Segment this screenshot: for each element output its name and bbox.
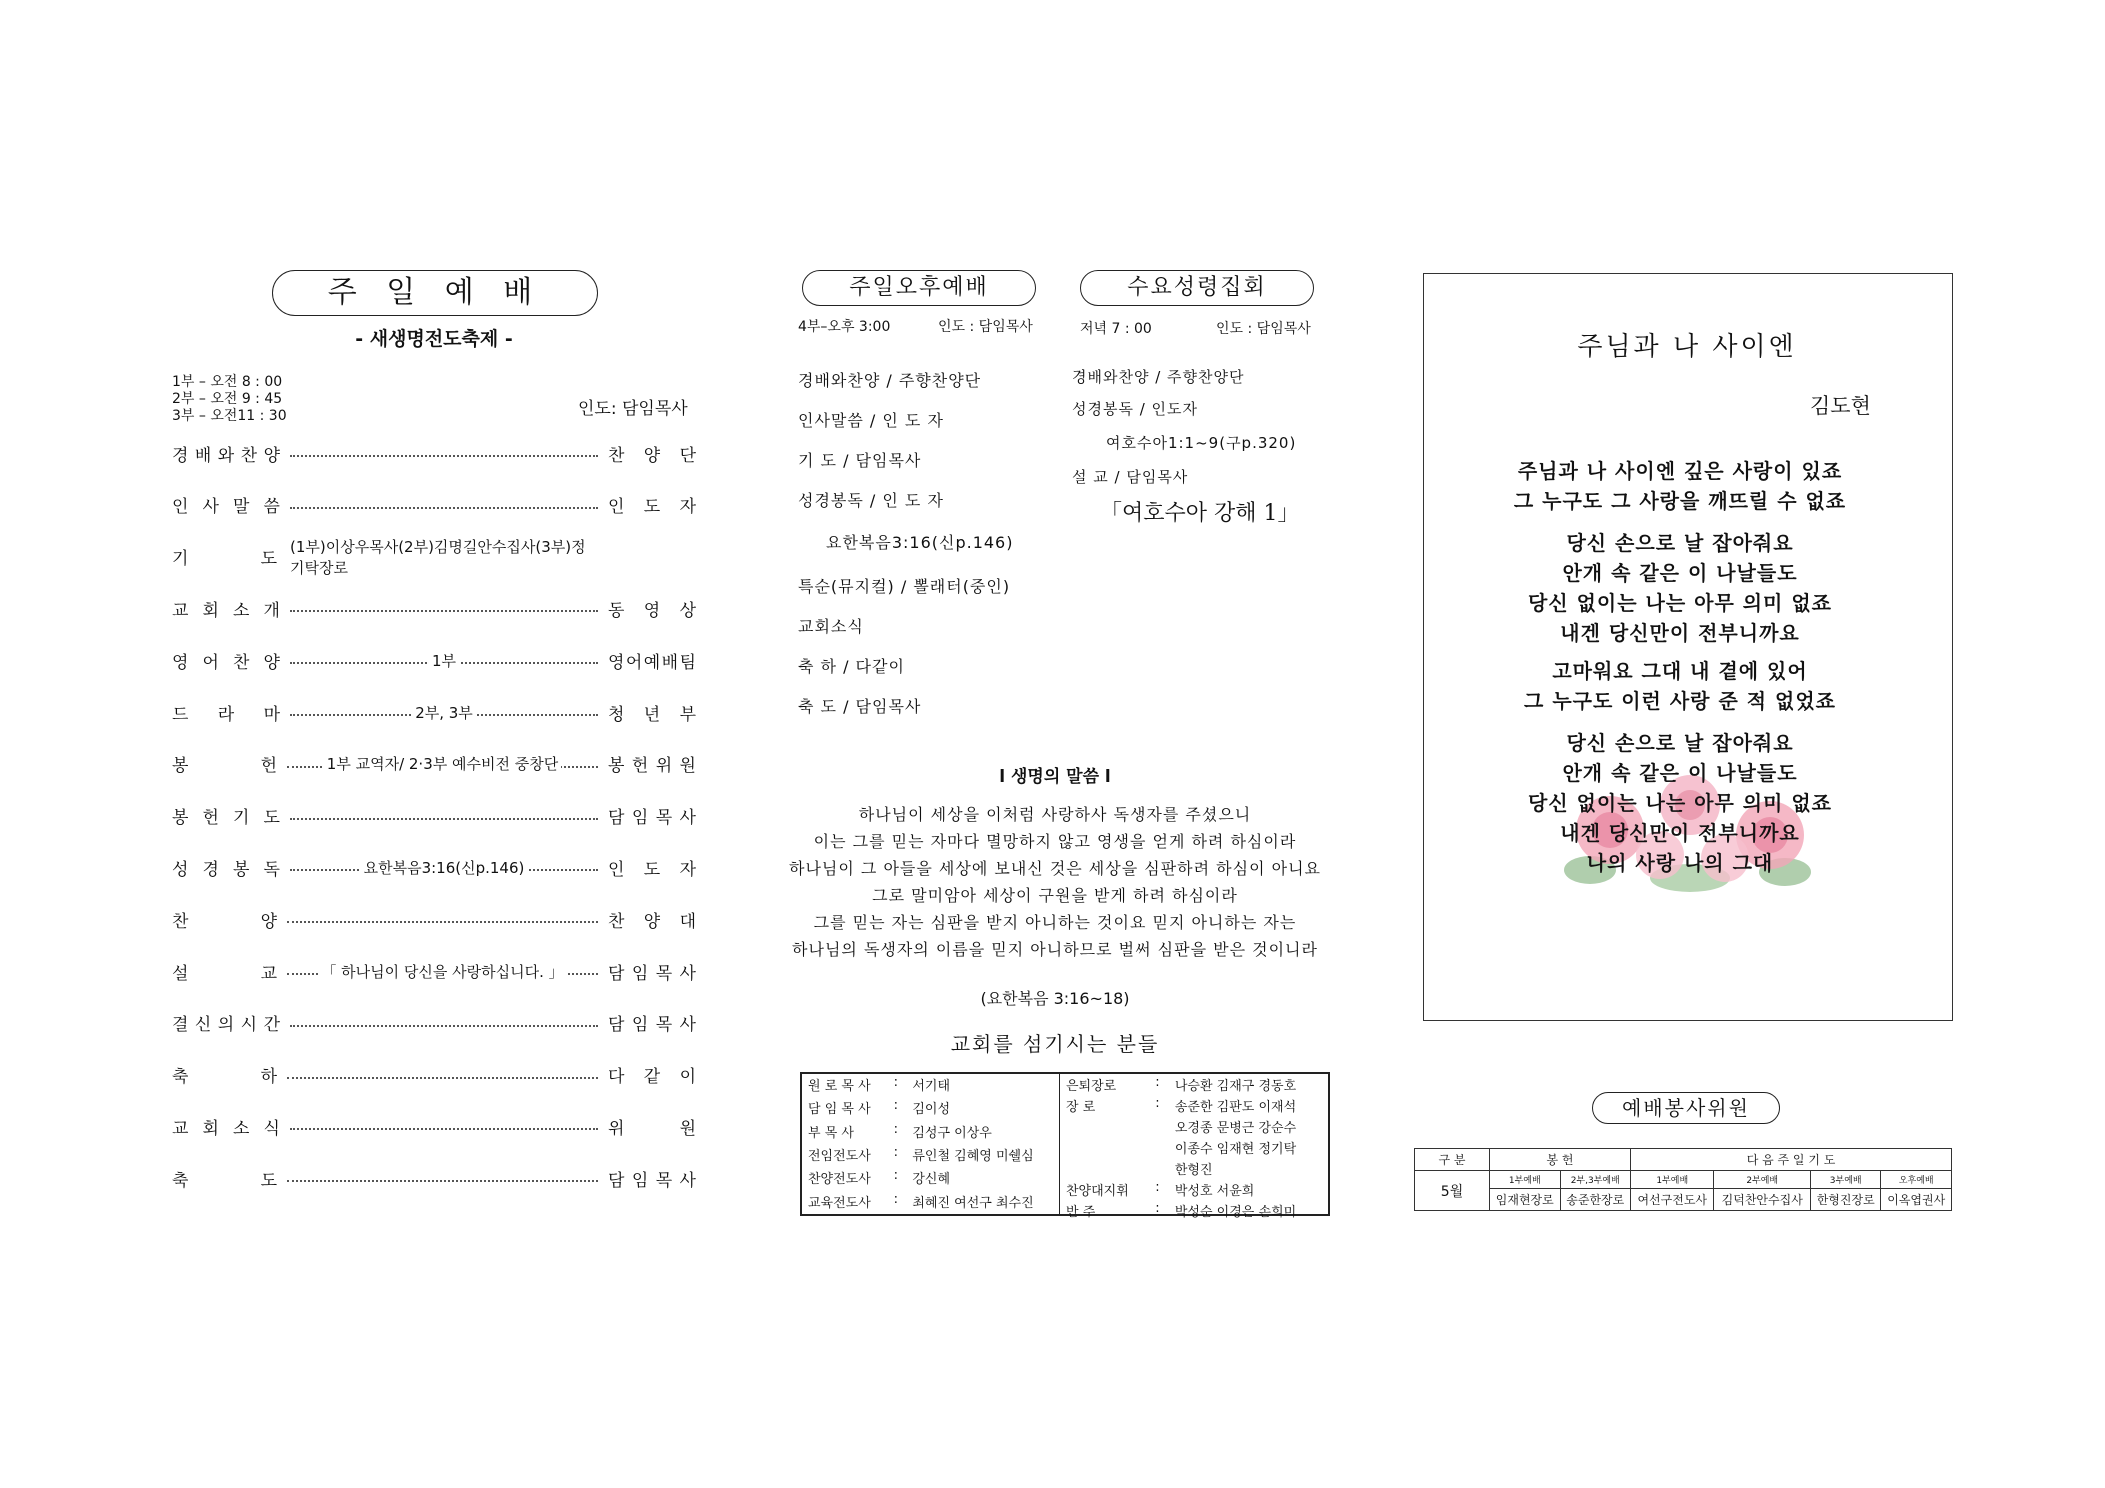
staff-names: 박성호 서윤희 xyxy=(1174,1184,1255,1199)
leader-dots xyxy=(287,1065,598,1085)
staff-role: 찬양전도사 xyxy=(808,1172,871,1188)
staff-colon: : xyxy=(1155,1180,1160,1195)
scripture-line: 이는 그를 믿는 자마다 멸망하지 않고 영생을 얻게 하려 하심이라 xyxy=(813,832,1297,851)
staff-colon: : xyxy=(893,1168,898,1184)
poem-line: 당신 손으로 날 잡아줘요 xyxy=(1566,531,1794,555)
staff-right-table xyxy=(1060,1074,1328,1221)
service-item-label: 축 도 xyxy=(172,1170,277,1191)
service-item-detail: (1부)이상우목사(2부)김명길안수집사(3부)정기탁장로 xyxy=(287,536,598,578)
service-times xyxy=(172,374,287,425)
staff-role xyxy=(1060,1158,1149,1179)
staff-left-table xyxy=(802,1074,1060,1214)
header-prayer: 다 음 주 일 기 도 xyxy=(1631,1149,1952,1171)
staff-role: 찬양대지휘 xyxy=(1066,1184,1129,1199)
staff-box xyxy=(800,1072,1330,1220)
staff-names: 김이성 xyxy=(912,1102,951,1118)
service-row xyxy=(172,1010,696,1036)
volunteer-name: 김덕찬안수집사 xyxy=(1714,1189,1810,1211)
afternoon-time: 4부–오후 3:00 xyxy=(798,319,891,335)
service-item-label: 봉 헌 xyxy=(172,756,277,777)
poem-line: 내겐 당신만이 전부니까요 xyxy=(1560,621,1800,645)
leader-dots xyxy=(290,702,598,722)
scripture-line: 그로 말미암아 세상이 구원을 받게 하려 하심이라 xyxy=(872,886,1238,905)
service-item-person: 담 임 목 사 xyxy=(608,1015,696,1036)
leader-dots xyxy=(287,909,598,929)
poem-line: 그 누구도 이런 사랑 준 적 없었죠 xyxy=(1524,689,1836,713)
scripture-line: 그를 믿는 자는 심판을 받지 아니하는 것이요 믿지 아니하는 자는 xyxy=(813,913,1297,932)
staff-role: 교육전도사 xyxy=(808,1195,871,1211)
volunteer-name: 임재현장로 xyxy=(1490,1189,1561,1211)
afternoon-service-title: 주일오후예배 xyxy=(802,270,1036,306)
leader-dots xyxy=(287,961,598,981)
service-item-label: 교 회 소 개 xyxy=(172,600,280,621)
sub-header: 3부예배 xyxy=(1810,1171,1881,1189)
staff-colon: : xyxy=(1155,1096,1160,1111)
leader-dots xyxy=(287,1168,598,1188)
word-reference: (요한복음 3:16~18) xyxy=(980,989,1130,1008)
service-item-detail: 요한복음3:16(신p.146) xyxy=(361,857,528,878)
wednesday-time: 저녁 7 : 00 xyxy=(1080,321,1152,337)
staff-row xyxy=(1060,1095,1328,1116)
sunday-service-title: 주 일 예 배 xyxy=(272,270,598,316)
afternoon-item: 축 하 / 다같이 xyxy=(798,657,905,676)
service-item-person: 다 같 이 xyxy=(608,1067,696,1088)
service-row xyxy=(172,699,696,725)
staff-colon: : xyxy=(893,1075,898,1090)
service-item-detail: 1부 xyxy=(429,650,459,671)
service-row xyxy=(172,647,696,673)
wednesday-item: 경배와찬양 / 주향찬양단 xyxy=(1072,368,1245,386)
volunteers-title: 예배봉사위원 xyxy=(1592,1092,1780,1124)
word-heading: l 생명의 말씀 l xyxy=(999,767,1111,787)
service-item-label: 축 하 xyxy=(172,1067,277,1088)
service-item-label: 영 어 찬 양 xyxy=(172,652,280,673)
staff-row xyxy=(1060,1158,1328,1179)
afternoon-item: 교회소식 xyxy=(798,617,864,636)
staff-row xyxy=(1060,1179,1328,1200)
poem-title: 주님과 나 사이엔 xyxy=(1577,332,1797,362)
leader-dots xyxy=(290,598,598,618)
staff-colon xyxy=(1149,1158,1169,1179)
staff-row xyxy=(802,1074,1060,1097)
staff-role xyxy=(1060,1116,1149,1137)
staff-names: 서기태 xyxy=(912,1079,951,1094)
staff-row xyxy=(802,1121,1060,1144)
service-row xyxy=(172,854,696,880)
staff-colon: : xyxy=(893,1191,898,1207)
poem-line: 당신 손으로 날 잡아줘요 xyxy=(1566,731,1794,755)
header-gubun: 구 분 xyxy=(1415,1149,1490,1171)
staff-role: 전임전도사 xyxy=(808,1148,871,1164)
leader-dots xyxy=(287,537,598,577)
afternoon-item: 경배와찬양 / 주향찬양단 xyxy=(798,371,982,390)
staff-role: 은퇴장로 xyxy=(1066,1079,1117,1094)
poem-stanza xyxy=(1420,528,1940,648)
staff-colon: : xyxy=(893,1098,898,1114)
header-bonghun: 봉 헌 xyxy=(1490,1149,1631,1171)
service-item-person: 담 임 목 사 xyxy=(608,808,696,829)
service-item-person: 찬 양 단 xyxy=(608,445,696,466)
time-3: 3부 – 오전11 : 30 xyxy=(172,408,287,424)
staff-row xyxy=(802,1167,1060,1190)
sub-header: 1부예배 xyxy=(1490,1171,1561,1189)
afternoon-item: 인사말씀 / 인 도 자 xyxy=(798,411,944,430)
poem-line: 고마워요 그대 내 곁에 있어 xyxy=(1552,659,1808,683)
afternoon-item: 성경봉독 / 인 도 자 xyxy=(798,491,944,510)
sub-header: 2부예배 xyxy=(1714,1171,1810,1189)
service-row xyxy=(172,595,696,621)
service-item-person: 담 임 목 사 xyxy=(608,963,696,984)
service-item-label: 기 도 xyxy=(172,549,277,570)
staff-colon: : xyxy=(1155,1075,1160,1090)
poem-line: 안개 속 같은 이 나날들도 xyxy=(1562,561,1798,585)
leader-dots xyxy=(290,857,598,877)
staff-names: 강신혜 xyxy=(912,1172,951,1188)
staff-role xyxy=(1060,1137,1149,1158)
sub-header: 1부예배 xyxy=(1631,1171,1714,1189)
staff-names: 김성구 이상우 xyxy=(912,1125,992,1141)
afternoon-item: 기 도 / 담임목사 xyxy=(798,451,922,470)
month-cell: 5월 xyxy=(1415,1171,1490,1211)
service-item-person: 영 어 예 배 팀 xyxy=(608,652,696,673)
staff-role: 부 목 사 xyxy=(808,1125,854,1141)
staff-names: 최혜진 여선구 최수진 xyxy=(912,1195,1034,1211)
staff-colon: : xyxy=(893,1121,898,1137)
staff-row xyxy=(802,1191,1060,1214)
scripture-line: 하나님의 독생자의 이름을 믿지 아니하므로 벌써 심판을 받은 것이니라 xyxy=(792,940,1318,959)
volunteer-name: 한형진장로 xyxy=(1810,1189,1881,1211)
leader-dots xyxy=(290,806,598,826)
service-item-label: 설 교 xyxy=(172,963,277,984)
wednesday-sermon-title: 「여호수아 강해 1」 xyxy=(1100,501,1300,526)
staff-names: 류인철 김혜영 미쉘심 xyxy=(912,1148,1034,1164)
sub-header: 2부,3부예배 xyxy=(1560,1171,1631,1189)
staff-row xyxy=(1060,1116,1328,1137)
service-row xyxy=(172,1113,696,1139)
poem-line: 당신 없이는 나는 아무 의미 없죠 xyxy=(1528,791,1832,815)
staff-names: 송준한 김판도 이재석 xyxy=(1174,1100,1297,1115)
poem-line: 내겐 당신만이 전부니까요 xyxy=(1560,821,1800,845)
poem-stanza xyxy=(1420,728,1940,878)
service-item-label: 교 회 소 식 xyxy=(172,1118,280,1139)
staff-row xyxy=(802,1097,1060,1120)
volunteer-name: 송준한장로 xyxy=(1560,1189,1631,1211)
service-item-person: 인 도 자 xyxy=(608,497,696,518)
staff-role: 반 주 xyxy=(1066,1205,1096,1220)
staff-colon: : xyxy=(1155,1201,1160,1216)
leader-dots xyxy=(290,495,598,515)
service-row xyxy=(172,958,696,984)
staff-role: 담 임 목 사 xyxy=(808,1102,871,1118)
wednesday-leader: 인도 : 담임목사 xyxy=(1216,321,1311,337)
service-item-person: 찬 양 대 xyxy=(608,911,696,932)
time-2: 2부 – 오전 9 : 45 xyxy=(172,391,283,407)
service-item-label: 성 경 봉 독 xyxy=(172,859,280,880)
staff-row xyxy=(802,1144,1060,1167)
wednesday-item: 성경봉독 / 인도자 xyxy=(1072,400,1199,418)
scripture-line: 하나님이 세상을 이처럼 사랑하사 독생자를 주셨으니 xyxy=(858,805,1252,824)
service-item-detail: 「 하나님이 당신을 사랑하십니다. 」 xyxy=(318,961,566,982)
service-item-detail: 1부 교역자/ 2·3부 예수비전 중창단 xyxy=(324,753,561,774)
leader-dots xyxy=(287,754,598,774)
service-item-detail: 2부, 3부 xyxy=(412,702,476,723)
service-item-person: 청 년 부 xyxy=(608,704,696,725)
leader-dots xyxy=(290,1013,598,1033)
staff-colon xyxy=(1149,1116,1169,1137)
staff-row xyxy=(1060,1137,1328,1158)
service-row xyxy=(172,537,696,577)
staff-names: 나승환 김재구 경동호 xyxy=(1174,1079,1297,1094)
service-item-label: 드 라 마 xyxy=(172,704,280,725)
volunteer-name: 여선구전도사 xyxy=(1631,1189,1714,1211)
service-row xyxy=(172,803,696,829)
service-row xyxy=(172,1165,696,1191)
sunday-service-subtitle: - 새생명전도축제 - xyxy=(355,328,513,350)
sub-header: 오후예배 xyxy=(1881,1171,1952,1189)
poem-line: 당신 없이는 나는 아무 의미 없죠 xyxy=(1528,591,1832,615)
service-item-person: 동 영 상 xyxy=(608,600,696,621)
service-item-person: 위 원 xyxy=(608,1118,696,1139)
volunteer-name: 이옥엽권사 xyxy=(1881,1189,1952,1211)
wednesday-service-title: 수요성령집회 xyxy=(1080,270,1314,306)
scripture-line: 하나님이 그 아들을 세상에 보내신 것은 세상을 심판하려 하심이 아니요 xyxy=(789,859,1321,878)
staff-names: 한형진 xyxy=(1174,1163,1213,1178)
service-row xyxy=(172,492,696,518)
leader-dots xyxy=(290,650,598,670)
staff-names: 오경종 문병근 강순수 xyxy=(1174,1121,1297,1136)
service-item-person: 인 도 자 xyxy=(608,859,696,880)
poem-line: 주님과 나 사이엔 깊은 사랑이 있죠 xyxy=(1517,459,1843,483)
afternoon-item: 특순(뮤지컬) / 뽈래터(중인) xyxy=(798,577,1011,596)
staff-names: 이종수 임재현 정기탁 xyxy=(1174,1142,1297,1157)
poem-line: 안개 속 같은 이 나날들도 xyxy=(1562,761,1798,785)
sunday-leader: 인도: 담임목사 xyxy=(578,399,688,419)
poem-line: 그 누구도 그 사랑을 깨뜨릴 수 없죠 xyxy=(1513,489,1847,513)
poem-line: 나의 사랑 나의 그대 xyxy=(1586,851,1774,875)
wednesday-item: 설 교 / 담임목사 xyxy=(1072,468,1189,486)
service-row xyxy=(172,440,696,466)
service-item-label: 찬 양 xyxy=(172,911,277,932)
volunteers-table xyxy=(1414,1148,1952,1211)
poem-stanza xyxy=(1420,456,1940,516)
leader-dots xyxy=(290,1116,598,1136)
poem-stanza xyxy=(1420,656,1940,716)
service-row xyxy=(172,751,696,777)
time-1: 1부 – 오전 8 : 00 xyxy=(172,374,283,390)
service-item-label: 결 신 의 시 간 xyxy=(172,1015,280,1036)
service-item-label: 봉 헌 기 도 xyxy=(172,808,280,829)
service-item-label: 경 배 와 찬 양 xyxy=(172,445,280,466)
service-row xyxy=(172,906,696,932)
afternoon-item: 요한복음3:16(신p.146) xyxy=(826,533,1014,552)
staff-heading: 교회를 섬기시는 분들 xyxy=(950,1032,1160,1056)
staff-colon xyxy=(1149,1137,1169,1158)
wednesday-item: 여호수아1:1~9(구p.320) xyxy=(1106,434,1297,452)
staff-row xyxy=(1060,1200,1328,1221)
staff-role: 장 로 xyxy=(1066,1100,1096,1115)
poem-author: 김도현 xyxy=(1810,394,1871,418)
leader-dots xyxy=(290,443,598,463)
afternoon-item: 축 도 / 담임목사 xyxy=(798,697,922,716)
staff-role: 원 로 목 사 xyxy=(808,1079,871,1094)
staff-names: 박성순 이경은 손희미 xyxy=(1174,1205,1297,1220)
service-item-label: 인 사 말 씀 xyxy=(172,497,280,518)
staff-colon: : xyxy=(893,1144,898,1160)
staff-row xyxy=(1060,1074,1328,1095)
service-item-person: 담 임 목 사 xyxy=(608,1170,696,1191)
afternoon-leader: 인도 : 담임목사 xyxy=(938,319,1033,335)
service-item-person: 봉 헌 위 원 xyxy=(608,756,696,777)
service-row xyxy=(172,1062,696,1088)
